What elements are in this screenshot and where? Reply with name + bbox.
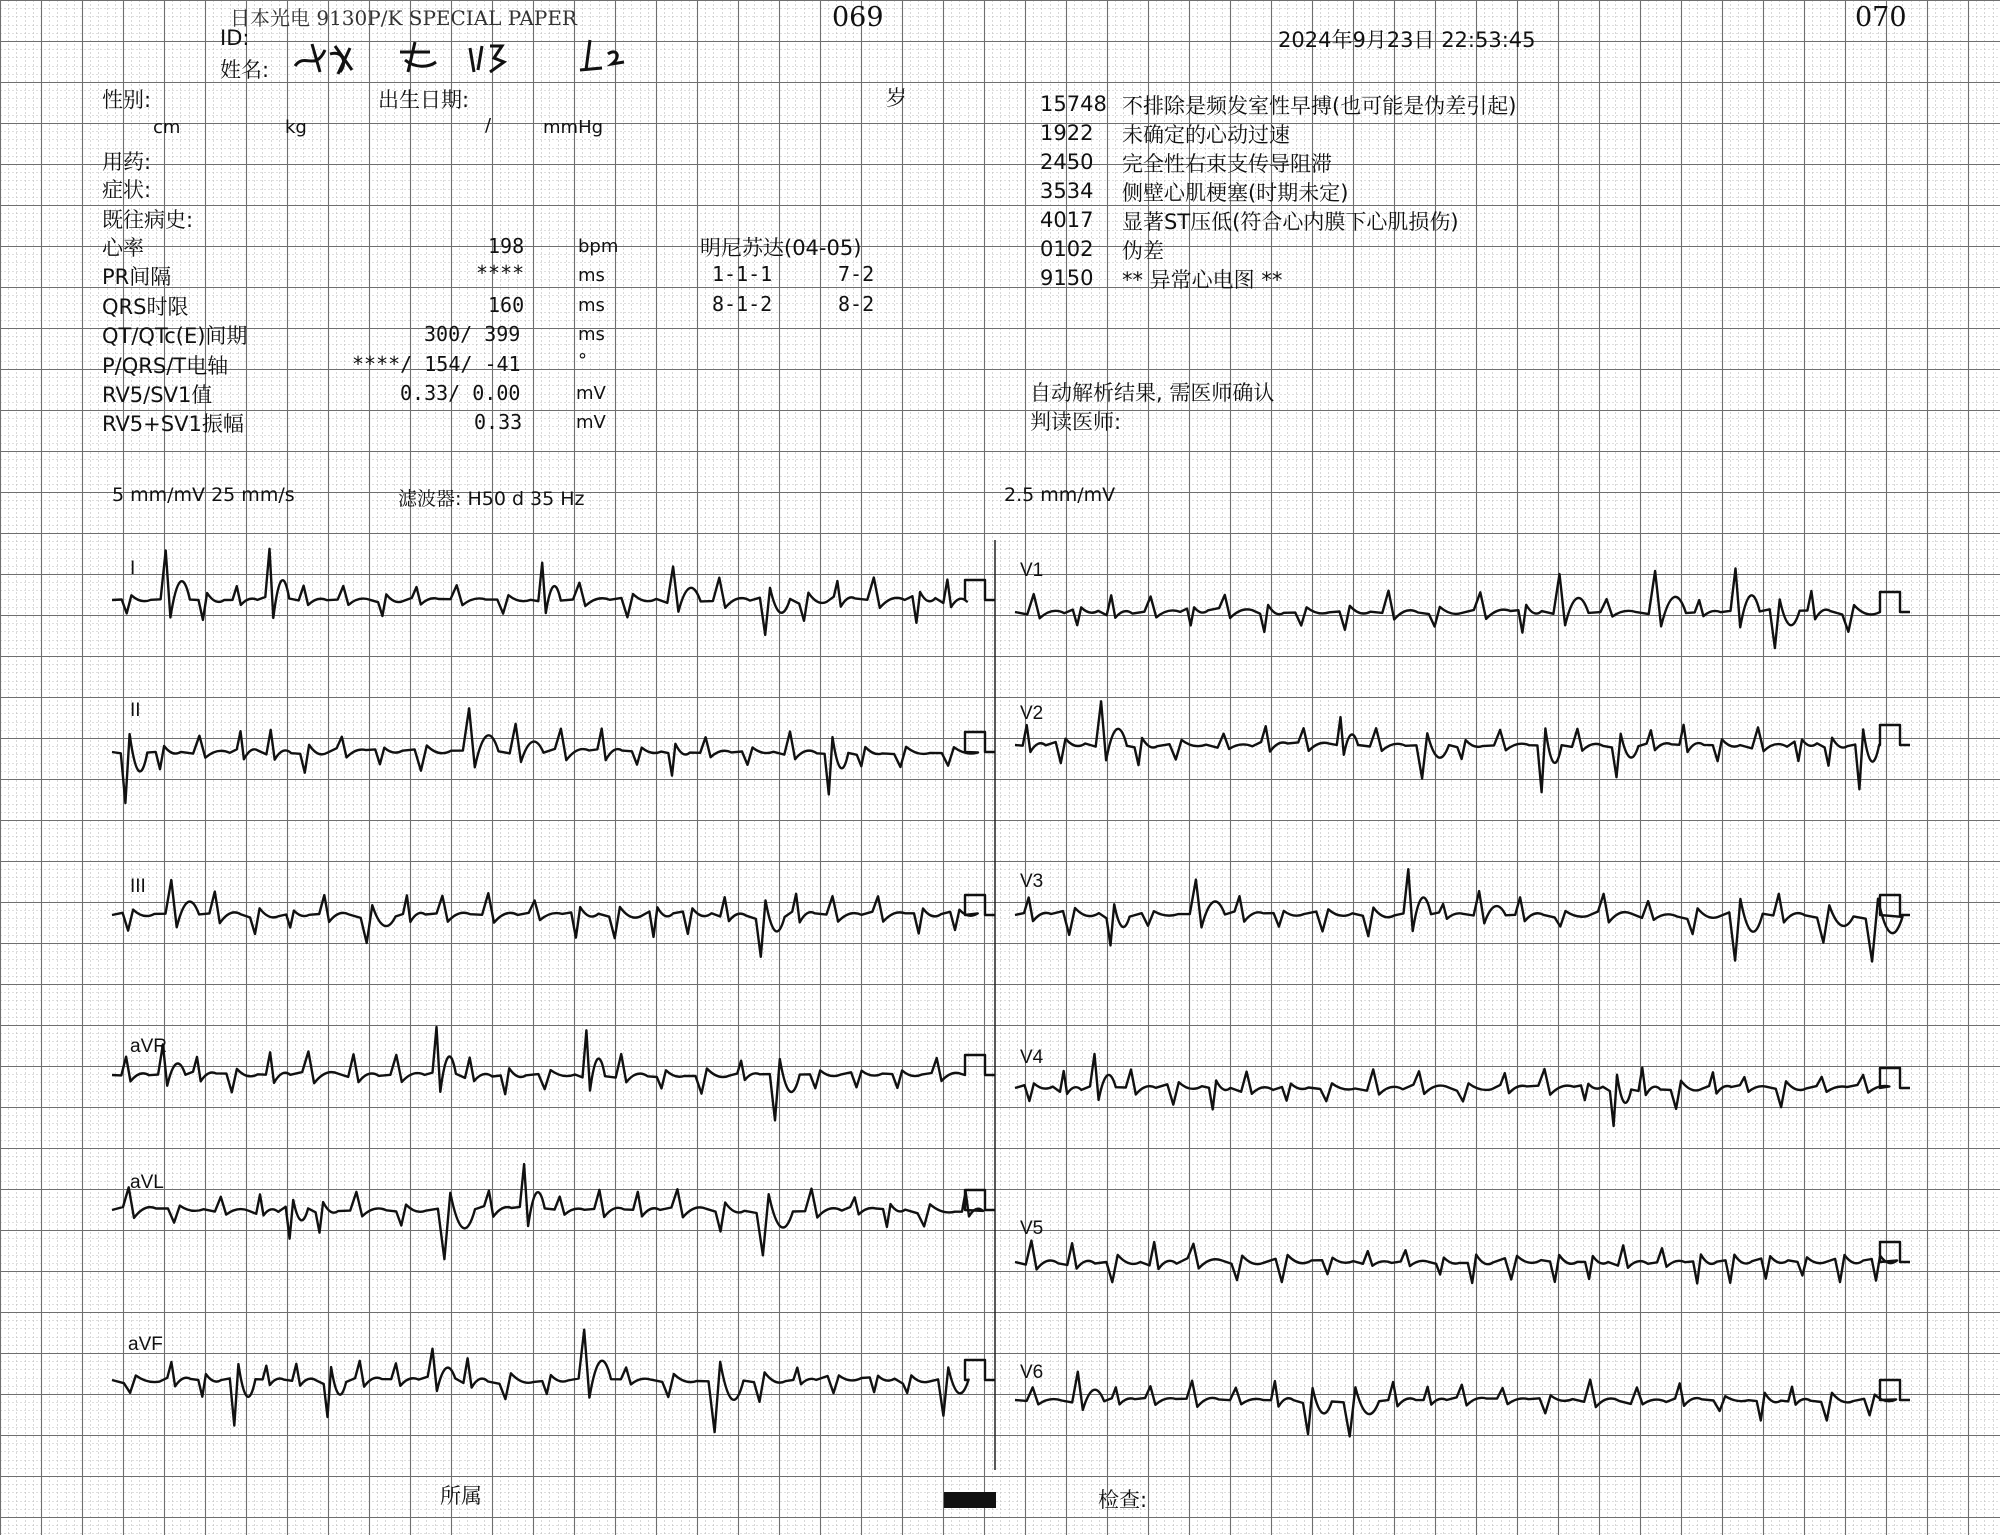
lead-label-v5: V5	[1020, 1218, 1044, 1239]
bp-unit: mmHg	[543, 117, 604, 138]
measurement-value: 0.33/ 0.00	[400, 381, 521, 405]
page-mark-bar	[944, 1492, 996, 1508]
lead-label-i: I	[130, 558, 136, 579]
diagnosis-text: 显著ST压低(符合心内膜下心肌损伤)	[1122, 210, 1459, 234]
sex-label: 性别:	[102, 88, 152, 112]
measurement-unit: ms	[578, 324, 605, 345]
measurement-label: PR间隔	[102, 265, 172, 289]
measurement-value: ****/ 154/ -41	[352, 352, 521, 376]
measurement-value: 0.33	[474, 410, 523, 434]
measurement-unit: °	[578, 350, 587, 371]
trace-lead-v5	[1015, 1241, 1910, 1284]
measurement-unit: bpm	[578, 236, 619, 257]
diagnosis-code: 0102	[1040, 237, 1094, 261]
diagnosis-text: 侧壁心肌梗塞(时期未定)	[1122, 181, 1349, 205]
department-label: 所属	[440, 1484, 482, 1508]
measurement-value: 160	[488, 293, 525, 317]
auto-analysis-note: 自动解析结果, 需医师确认	[1030, 381, 1275, 405]
diagnosis-text: 未确定的心动过速	[1122, 123, 1290, 147]
reader-doctor-label: 判读医师:	[1030, 410, 1122, 434]
lead-label-v2: V2	[1020, 703, 1044, 724]
measurement-unit: mV	[576, 412, 606, 433]
minnesota-code: 1-1-1	[712, 262, 773, 286]
diagnosis-text: 完全性右束支传导阻滞	[1122, 152, 1332, 176]
filter-setting: 滤波器: H50 d 35 Hz	[398, 488, 585, 510]
lead-label-avf: aVF	[128, 1334, 163, 1355]
exam-label: 检查:	[1098, 1488, 1148, 1512]
measurement-label: RV5+SV1振幅	[102, 412, 244, 436]
measurement-unit: ms	[578, 265, 605, 286]
lead-label-v6: V6	[1020, 1362, 1044, 1383]
measurement-label: QT/QTc(E)间期	[102, 324, 248, 348]
lead-label-v1: V1	[1020, 560, 1044, 581]
trace-lead-i	[112, 549, 995, 635]
birthdate-label: 出生日期:	[378, 88, 470, 112]
diagnosis-code: 9150	[1040, 266, 1094, 290]
diagnosis-code: 1922	[1040, 121, 1094, 145]
history-label: 既往病史:	[102, 208, 194, 232]
measurement-value: 300/ 399	[424, 322, 521, 346]
paper-brand: 日本光电 9130P/K SPECIAL PAPER	[230, 6, 577, 30]
diagnosis-code: 2450	[1040, 150, 1094, 174]
lead-label-v4: V4	[1020, 1047, 1044, 1068]
measurement-unit: mV	[576, 383, 606, 404]
height-unit: cm	[153, 117, 181, 138]
trace-lead-avf	[112, 1330, 995, 1432]
age-unit: 岁	[886, 86, 907, 110]
record-datetime: 2024年9月23日 22:53:45	[1278, 28, 1536, 52]
id-label: ID:	[220, 26, 250, 50]
lead-label-ii: II	[130, 700, 141, 721]
handwritten-name-signature	[290, 32, 650, 80]
measurement-label: P/QRS/T电轴	[102, 354, 229, 378]
diagnosis-text: ** 异常心电图 **	[1122, 268, 1283, 292]
trace-lead-iii	[112, 880, 995, 957]
trace-lead-avl	[112, 1164, 995, 1259]
trace-lead-ii	[112, 708, 995, 803]
measurement-label: QRS时限	[102, 295, 189, 319]
lead-label-avr: aVR	[130, 1036, 167, 1057]
lead-label-v3: V3	[1020, 871, 1044, 892]
trace-lead-v6	[1015, 1372, 1910, 1437]
minnesota-code: 8-2	[838, 292, 875, 316]
measurement-label: RV5/SV1值	[102, 383, 213, 407]
chest-gain-setting: 2.5 mm/mV	[1004, 484, 1116, 506]
medication-label: 用药:	[102, 150, 152, 174]
measurement-value: ****	[476, 261, 525, 285]
trace-lead-v3	[1015, 869, 1910, 961]
diagnosis-code: 15748	[1040, 92, 1107, 116]
measurement-value: 198	[488, 234, 525, 258]
minnesota-title: 明尼苏达(04-05)	[700, 236, 862, 260]
measurement-unit: ms	[578, 295, 605, 316]
symptoms-label: 症状:	[102, 178, 152, 202]
gain-speed-setting: 5 mm/mV 25 mm/s	[112, 484, 295, 506]
diagnosis-code: 3534	[1040, 179, 1094, 203]
bp-separator: /	[485, 115, 492, 136]
minnesota-code: 7-2	[838, 262, 875, 286]
diagnosis-text: 伪差	[1122, 239, 1164, 263]
name-label: 姓名:	[220, 58, 270, 82]
weight-unit: kg	[285, 117, 307, 138]
page-number-right: 070	[1855, 2, 1907, 33]
diagnosis-text: 不排除是频发室性早搏(也可能是伪差引起)	[1122, 94, 1517, 118]
diagnosis-code: 4017	[1040, 208, 1094, 232]
lead-label-avl: aVL	[130, 1172, 164, 1193]
measurement-label: 心率	[102, 236, 144, 260]
trace-lead-v2	[1015, 701, 1910, 792]
trace-lead-v4	[1015, 1054, 1910, 1126]
trace-lead-avr	[112, 1027, 995, 1120]
page-number-left: 069	[832, 2, 884, 33]
trace-lead-v1	[1015, 568, 1910, 648]
minnesota-code: 8-1-2	[712, 292, 773, 316]
lead-label-iii: III	[130, 876, 146, 897]
